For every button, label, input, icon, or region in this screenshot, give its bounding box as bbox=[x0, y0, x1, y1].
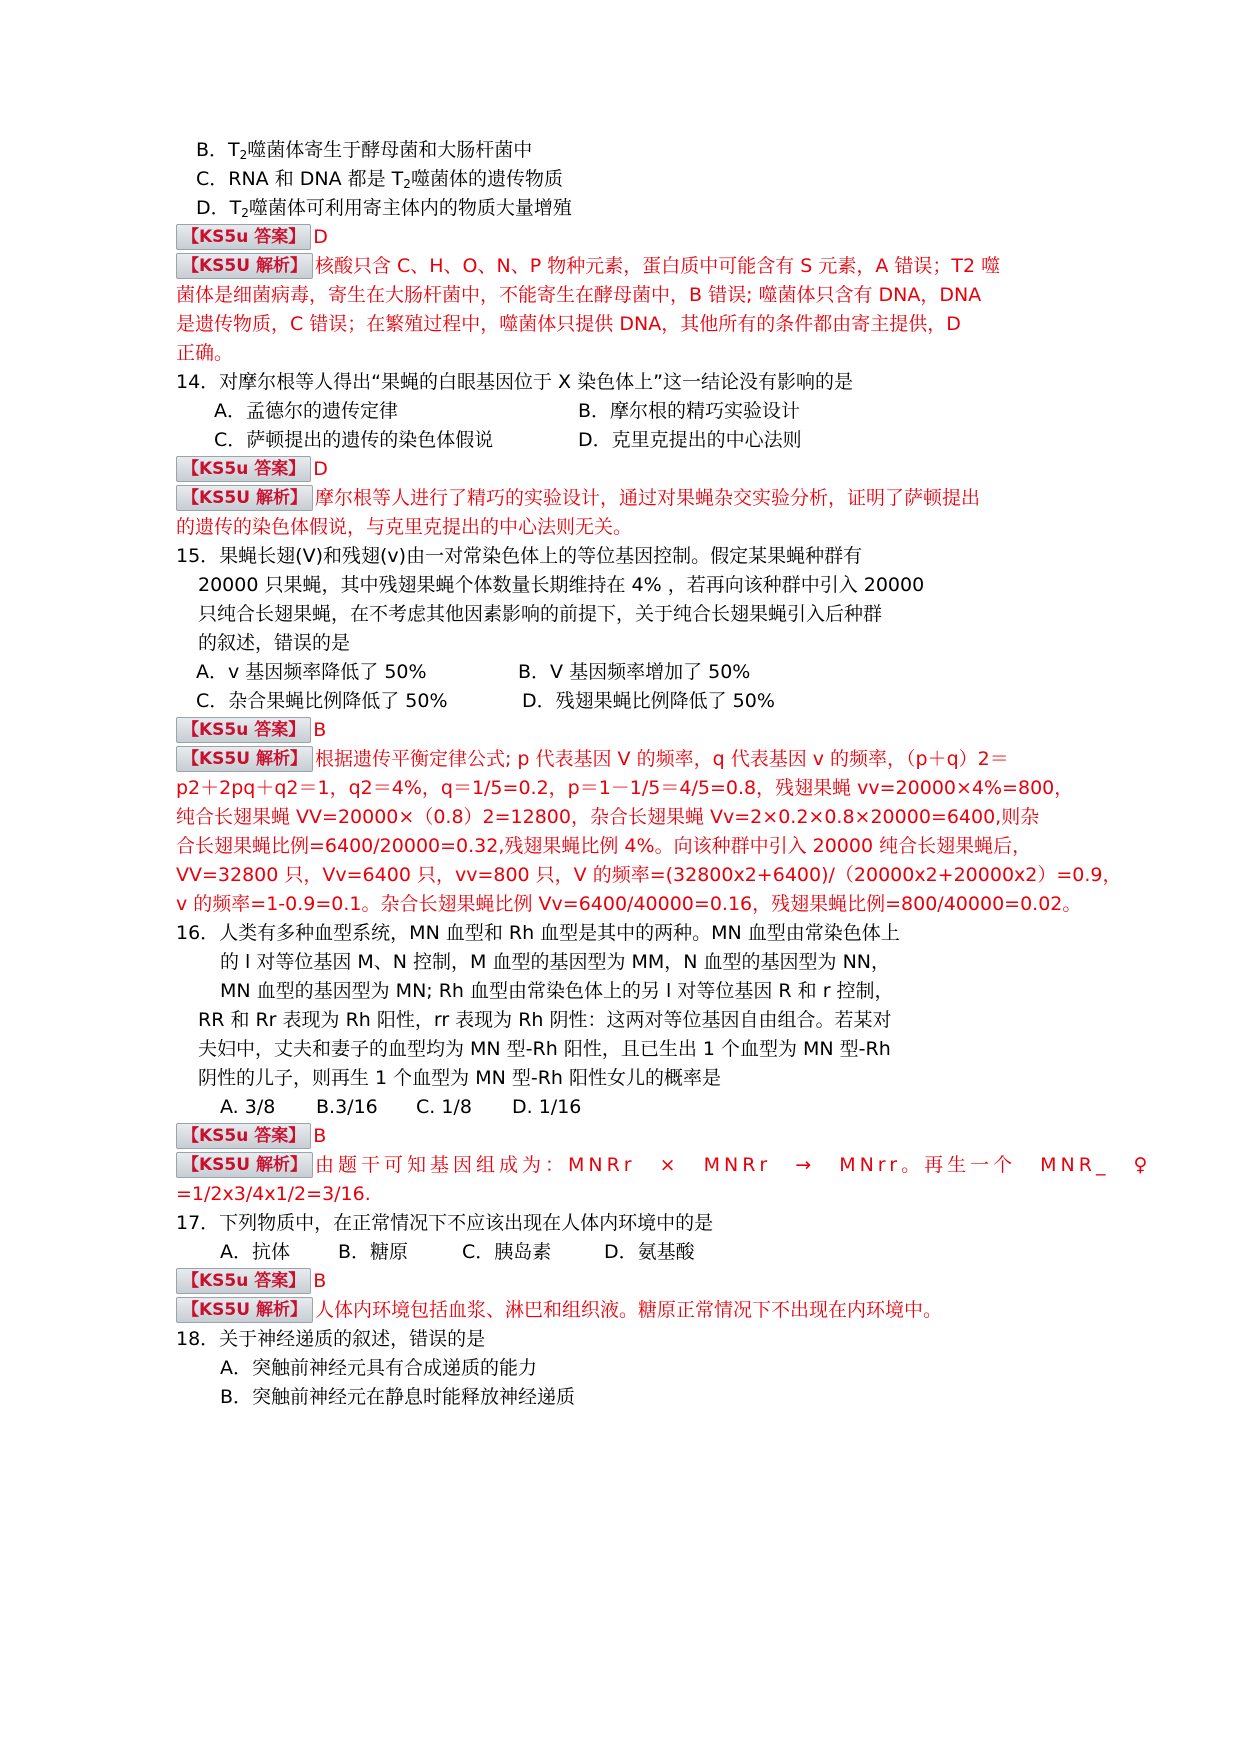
q16-stem-line-2: 的 l 对等位基因 M、N 控制，M 血型的基因型为 MM，N 血型的基因型为 NN， bbox=[220, 951, 891, 973]
q15-option-c: C．杂合果蝇比例降低了 50% bbox=[196, 690, 448, 712]
q14-option-c: C．萨顿提出的遗传的染色体假说 bbox=[214, 429, 494, 451]
answer-badge: 【KS5u 答案】 bbox=[176, 224, 311, 250]
analysis-badge: 【KS5U 解析】 bbox=[176, 1297, 313, 1323]
q15-option-a: A．v 基因频率降低了 50% bbox=[196, 661, 427, 683]
q16-stem-line-4: RR 和 Rr 表现为 Rh 阳性，rr 表现为 Rh 阴性：这两对等位基因自由组合。若某对 bbox=[198, 1009, 892, 1031]
analysis-badge: 【KS5U 解析】 bbox=[176, 253, 313, 279]
answer-badge: 【KS5u 答案】 bbox=[176, 717, 311, 743]
q15-option-b: B．V 基因频率增加了 50% bbox=[518, 661, 751, 683]
q16-option-b: B.3/16 bbox=[316, 1096, 378, 1118]
q17-option-d: D．氨基酸 bbox=[604, 1241, 695, 1263]
q17-option-a: A．抗体 bbox=[220, 1241, 290, 1263]
q16-stem-line-3: MN 血型的基因型为 MN; Rh 血型由常染色体上的另 l 对等位基因 R 和 r 控制， bbox=[220, 980, 894, 1002]
q17-option-b: B．糖原 bbox=[338, 1241, 409, 1263]
q13-option-b: B．$T_2$噬菌体寄生于酵母菌和大肠杆菌中 bbox=[196, 139, 533, 162]
q16-answer: 【KS5u 答案】 B bbox=[176, 1121, 326, 1151]
q15-analysis-line-5: VV=32800 只，Vv=6400 只，vv=800 只，V 的频率=(32800x2+6400)/（20000x2+20000x2）=0.9， bbox=[176, 864, 1122, 886]
q16-option-c: C. 1/8 bbox=[416, 1096, 472, 1118]
q15-analysis-line-2: p2＋2pq＋q2＝1，q2＝4%，q＝1/5=0.2，p＝1－1/5＝4/5=0.8，残翅果蝇 vv=20000×4%=800， bbox=[176, 777, 1074, 799]
q16-analysis-line-2: =1/2x3/4x1/2=3/16. bbox=[176, 1183, 371, 1205]
q16-option-a: A. 3/8 bbox=[220, 1096, 276, 1118]
q18-option-b: B．突触前神经元在静息时能释放神经递质 bbox=[220, 1386, 576, 1408]
q13-option-c: C．RNA 和 DNA 都是 $T_2$噬菌体的遗传物质 bbox=[196, 168, 563, 191]
q16-stem-line-1: 16．人类有多种血型系统，MN 血型和 Rh 血型是其中的两种。MN 血型由常染色体上 bbox=[176, 922, 900, 944]
q14-answer: 【KS5u 答案】 D bbox=[176, 454, 328, 484]
q15-option-d: D．残翅果蝇比例降低了 50% bbox=[522, 690, 775, 712]
q15-stem-line-1: 15．果蝇长翅(V)和残翅(v)由一对常染色体上的等位基因控制。假定某果蝇种群有 bbox=[176, 545, 863, 567]
q16-stem-line-5: 夫妇中，丈夫和妻子的血型均为 MN 型-Rh 阳性，且已生出 1 个血型为 MN 型-Rh bbox=[198, 1038, 891, 1060]
q15-stem-line-3: 只纯合长翅果蝇，在不考虑其他因素影响的前提下，关于纯合长翅果蝇引入后种群 bbox=[198, 603, 883, 625]
q15-analysis-line-4: 合长翅果蝇比例=6400/20000=0.32,残翅果蝇比例 4%。向该种群中引入 20000 纯合长翅果蝇后， bbox=[176, 835, 1032, 857]
answer-badge: 【KS5u 答案】 bbox=[176, 1268, 311, 1294]
q13-analysis-line-4: 正确。 bbox=[176, 342, 234, 364]
q15-stem-line-2: 20000 只果蝇，其中残翅果蝇个体数量长期维持在 4% ，若再向该种群中引入 20000 bbox=[198, 574, 925, 596]
analysis-badge: 【KS5U 解析】 bbox=[176, 746, 313, 772]
q17-stem: 17．下列物质中，在正常情况下不应该出现在人体内环境中的是 bbox=[176, 1212, 714, 1234]
q18-option-a: A．突触前神经元具有合成递质的能力 bbox=[220, 1357, 537, 1379]
q17-option-c: C．胰岛素 bbox=[462, 1241, 552, 1263]
analysis-badge: 【KS5U 解析】 bbox=[176, 1152, 313, 1178]
q14-analysis-line-2: 的遗传的染色体假说，与克里克提出的中心法则无关。 bbox=[176, 516, 633, 538]
q13-analysis-line-1: 【KS5U 解析】 核酸只含 C、H、O、N、P 物种元素，蛋白质中可能含有 S 元素，A 错误；T2 噬 bbox=[176, 251, 1000, 281]
q15-analysis-line-3: 纯合长翅果蝇 VV=20000×（0.8）2=12800，杂合长翅果蝇 Vv=2×0.2×0.8×20000=6400,则杂 bbox=[176, 806, 1040, 828]
q13-option-d: D．$T_2$噬菌体可利用寄主体内的物质大量增殖 bbox=[196, 197, 572, 220]
q14-option-d: D．克里克提出的中心法则 bbox=[578, 429, 802, 451]
analysis-badge: 【KS5U 解析】 bbox=[176, 485, 313, 511]
q17-answer: 【KS5u 答案】 B bbox=[176, 1266, 326, 1296]
answer-badge: 【KS5u 答案】 bbox=[176, 456, 311, 482]
q16-stem-line-6: 阴性的儿子，则再生 1 个血型为 MN 型-Rh 阳性女儿的概率是 bbox=[198, 1067, 721, 1089]
q14-stem: 14．对摩尔根等人得出“果蝇的白眼基因位于 X 染色体上”这一结论没有影响的是 bbox=[176, 371, 853, 393]
q15-analysis-line-1: 【KS5U 解析】 根据遗传平衡定律公式; p 代表基因 V 的频率，q 代表基因 v 的频率，（p＋q）2＝ bbox=[176, 744, 1009, 774]
q14-analysis-line-1: 【KS5U 解析】 摩尔根等人进行了精巧的实验设计，通过对果蝇杂交实验分析，证明了萨顿提出 bbox=[176, 483, 980, 513]
q13-analysis-line-2: 菌体是细菌病毒，寄生在大肠杆菌中，不能寄生在酵母菌中，B 错误; 噬菌体只含有 DNA，DNA bbox=[176, 284, 982, 306]
q15-analysis-line-6: v 的频率=1-0.9=0.1。杂合长翅果蝇比例 Vv=6400/40000=0.16，残翅果蝇比例=800/40000=0.02。 bbox=[176, 893, 1082, 915]
q15-stem-line-4: 的叙述，错误的是 bbox=[198, 632, 351, 654]
q13-answer: 【KS5u 答案】 D bbox=[176, 222, 328, 252]
q13-analysis-line-3: 是遗传物质，C 错误；在繁殖过程中，噬菌体只提供 DNA，其他所有的条件都由寄主提供，D bbox=[176, 313, 961, 335]
answer-badge: 【KS5u 答案】 bbox=[176, 1123, 311, 1149]
q15-answer: 【KS5u 答案】 B bbox=[176, 715, 326, 745]
q14-option-b: B．摩尔根的精巧实验设计 bbox=[578, 400, 801, 422]
q17-analysis: 【KS5U 解析】 人体内环境包括血浆、淋巴和组织液。糖原正常情况下不出现在内环境中。 bbox=[176, 1295, 942, 1325]
q16-analysis-line-1: 【KS5U 解析】 由题干可知基因组成为：MNRr × MNRr → MNrr。再生一个 MNR_ ♀ bbox=[176, 1150, 1151, 1180]
q18-stem: 18．关于神经递质的叙述，错误的是 bbox=[176, 1328, 486, 1350]
q16-option-d: D. 1/16 bbox=[512, 1096, 582, 1118]
q14-option-a: A．孟德尔的遗传定律 bbox=[214, 400, 398, 422]
